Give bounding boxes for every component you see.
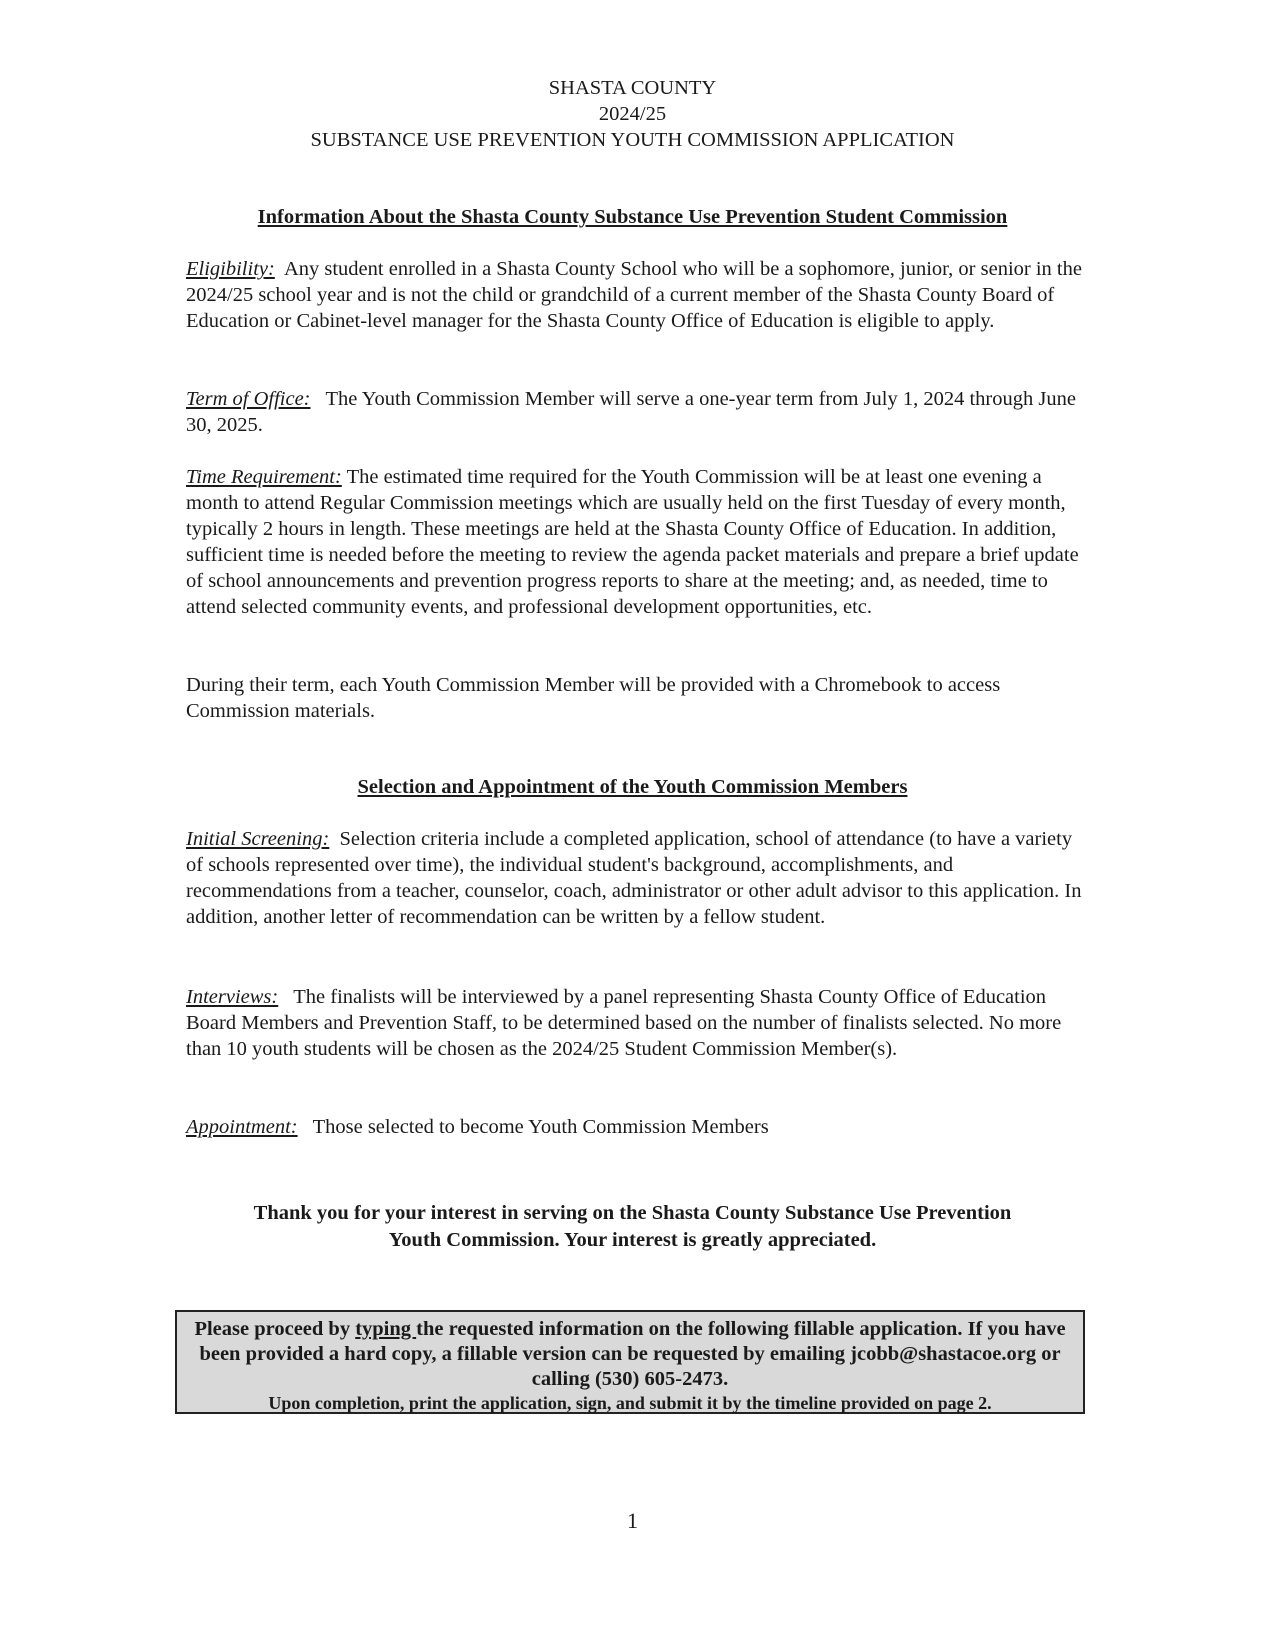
notice-main-text [177, 1312, 1083, 1392]
eligibility-text: Any student enrolled in a Shasta County School who will be a sophomore, junior, or senior in the 2024/25 school year and is not the child or grandchild of a current member of the Shasta County Board of Education or Cabinet-level manager for the Shasta County Office of Education is eligible to apply. [186, 258, 1082, 332]
notice-typing: typing [355, 1318, 417, 1340]
appointment-text: Those selected to become Youth Commission Members [312, 1116, 769, 1138]
header-title: SUBSTANCE USE PREVENTION YOUTH COMMISSION APPLICATION [310, 129, 955, 151]
screening-label: Initial Screening: [186, 828, 330, 850]
notice-part-1: Please proceed by [194, 1318, 356, 1340]
interviews-label: Interviews: [186, 986, 279, 1008]
notice-part-2: the requested information on the following fillable application. If you have been provided a hard copy, a fillable version can be requested by emailing jcobb@shastacoe.org or calling (530) 605-2473. [199, 1318, 1066, 1390]
section-heading-information: Information About the Shasta County Substance Use Prevention Student Commission [257, 206, 1008, 228]
appointment-label: Appointment: [186, 1116, 298, 1138]
time-requirement-label: Time Requirement: [186, 466, 342, 488]
page-number: 1 [627, 1508, 638, 1533]
chromebook-paragraph: During their term, each Youth Commission Member will be provided with a Chromebook to access Commission materials. [186, 674, 1001, 722]
interviews-text: The finalists will be interviewed by a panel representing Shasta County Office of Education Board Members and Prevention Staff, to be determined based on the number of finalists selected. No more than 10 youth students will be chosen as the 2024/25 Student Commission Member(s). [186, 986, 1062, 1060]
header-county: SHASTA COUNTY [548, 77, 717, 99]
thank-you-message [0, 1200, 1265, 1254]
interviews-paragraph [186, 984, 1086, 1062]
time-requirement-paragraph [186, 464, 1086, 620]
notice-completion-text: Upon completion, print the application, sign, and submit it by the timeline provided on page 2. [268, 1393, 992, 1413]
term-paragraph [186, 386, 1086, 438]
document-header [0, 75, 1265, 153]
screening-text: Selection criteria include a completed application, school of attendance (to have a variety of schools represented over time), the individual student's background, accomplishments, and recommendations from a teacher, counselor, coach, administrator or other adult advisor to this application. In addition, another letter of recommendation can be written by a fellow student. [186, 828, 1082, 928]
eligibility-paragraph [186, 256, 1086, 334]
section-heading-selection: Selection and Appointment of the Youth Commission Members [357, 776, 908, 798]
term-label: Term of Office: [186, 388, 311, 410]
thank-you-line-1: Thank you for your interest in serving on the Shasta County Substance Use Prevention [253, 1202, 1012, 1224]
thank-you-line-2: Youth Commission. Your interest is greatly appreciated. [388, 1229, 877, 1251]
time-requirement-text: The estimated time required for the Youth Commission will be at least one evening a month to attend Regular Commission meetings which are usually held on the first Tuesday of every month, typically 2 hours in length. These meetings are held at the Shasta County Office of Education. In addition, sufficient time is needed before the meeting to review the agenda packet materials and prepare a brief update of school announcements and prevention progress reports to share at the meeting; and, as needed, time to attend selected community events, and professional development opportunities, etc. [186, 466, 1079, 618]
eligibility-label: Eligibility: [186, 258, 275, 280]
appointment-paragraph [186, 1114, 1086, 1140]
screening-paragraph [186, 826, 1086, 930]
header-year: 2024/25 [598, 103, 667, 125]
term-text: The Youth Commission Member will serve a one-year term from July 1, 2024 through June 30, 2025. [186, 388, 1076, 436]
instructions-notice-box [175, 1310, 1085, 1414]
